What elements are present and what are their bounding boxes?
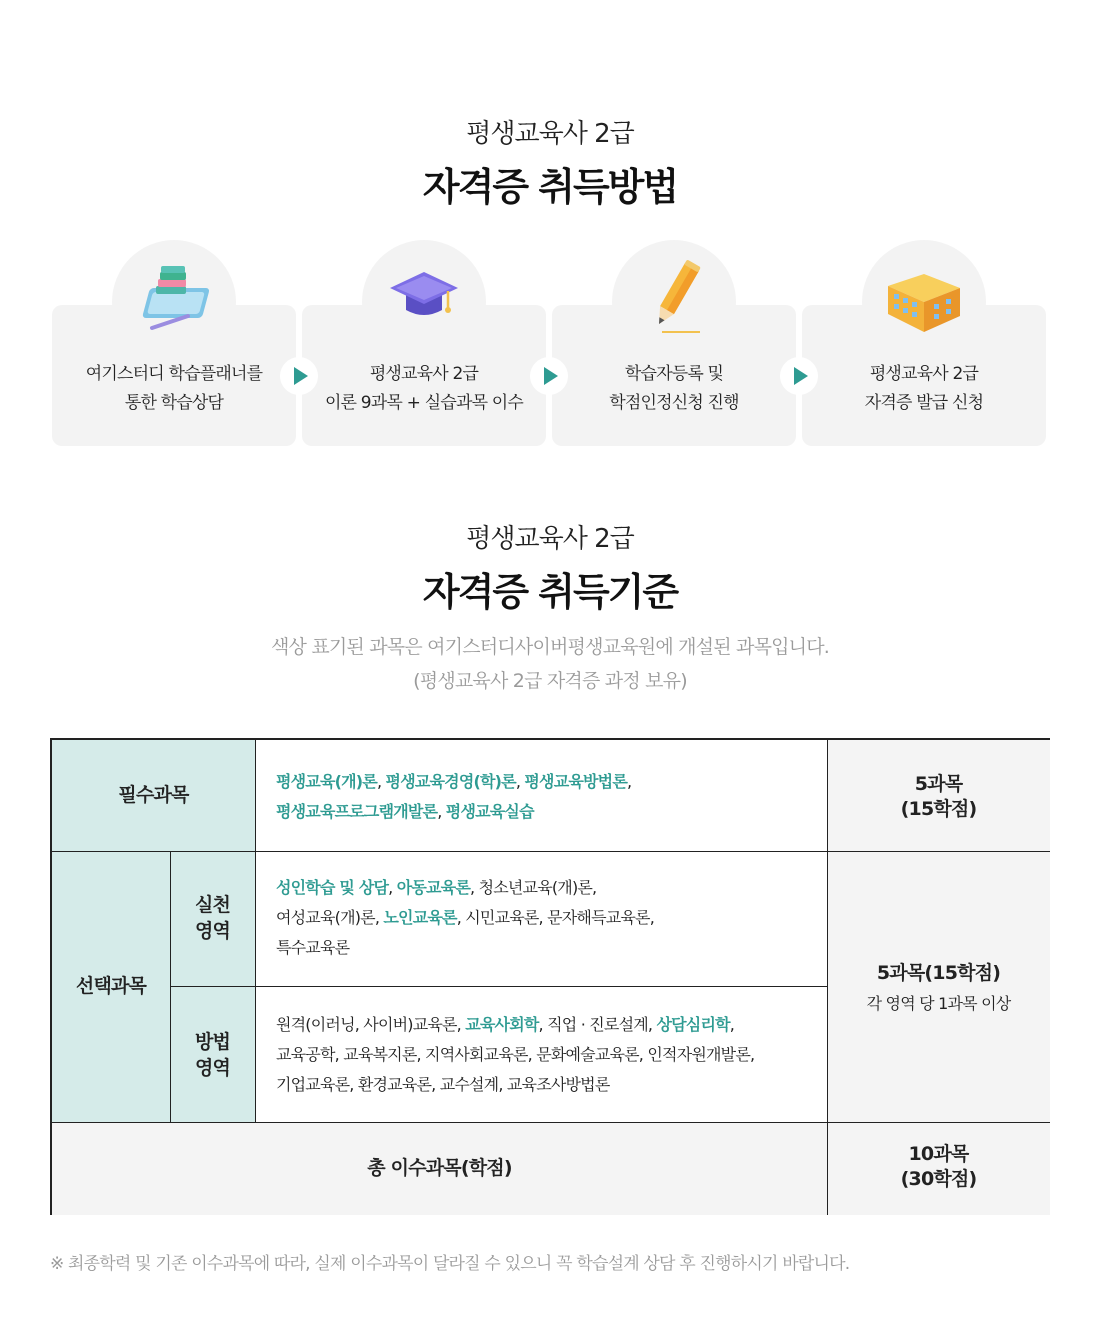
method-subjects [276, 1010, 821, 1100]
subject-highlighted: 노인교육론 [383, 908, 457, 927]
step-4 [802, 240, 1046, 448]
method-line-2 [276, 1040, 821, 1070]
step-3-line1: 학습자등록 및 [624, 364, 724, 384]
required-count-subjects: 5과목 [914, 773, 963, 795]
graduation-cap-icon [384, 258, 464, 338]
subject-text: 교육공학, 교육복지론, 지역사회교육론, 문화예술교육론, 인적자원개발론, [276, 1045, 755, 1064]
step-4-line2: 자격증 발급 신청 [864, 393, 984, 413]
subject-text: , [729, 1015, 735, 1034]
step-3-line2: 학점인정신청 진행 [609, 393, 739, 413]
step-3 [552, 240, 796, 448]
subject-text: , 직업 · 진로설계, [538, 1015, 657, 1034]
step-arrow-1 [280, 357, 318, 395]
method-line-3 [276, 1070, 821, 1100]
required-line-1 [276, 767, 816, 797]
method-label-2: 영역 [194, 1057, 231, 1079]
subject-text: 여성교육(개)론, [276, 908, 384, 927]
criteria-subtitle: 평생교육사 2급 [466, 524, 634, 554]
subject-highlighted: 평생교육프로그램개발론 [276, 802, 438, 821]
subject-highlighted: 교육사회학 [465, 1015, 539, 1034]
total-label: 총 이수과목(학점) [367, 1157, 512, 1179]
practice-subjects [276, 873, 816, 963]
subject-highlighted: 아동교육론 [396, 878, 470, 897]
step-1-line1: 여기스터디 학습플래너를 [85, 364, 263, 384]
books-tablet-icon [134, 258, 214, 338]
subject-highlighted: 평생교육방법론 [524, 772, 627, 791]
subject-text: , [627, 772, 632, 791]
criteria-desc-line2: (평생교육사 2급 자격증 과정 보유) [413, 670, 687, 692]
criteria-table [50, 738, 1050, 1215]
subject-text: , [388, 878, 397, 897]
criteria-description [0, 630, 1100, 698]
method-title: 자격증 취득방법 [422, 165, 678, 209]
practice-label-1: 실천 [194, 894, 231, 916]
footnote: ※ 최종학력 및 기존 이수과목에 따라, 실제 이수과목이 달라질 수 있으니 꼭 학습설계 상담 후 진행하시기 바랍니다. [50, 1254, 850, 1274]
step-1-line2: 통한 학습상담 [124, 393, 224, 413]
method-subtitle: 평생교육사 2급 [466, 119, 634, 149]
step-1-text [52, 360, 296, 418]
practice-line-1 [276, 873, 816, 903]
elective-count [827, 958, 1050, 1014]
elective-count-note: 각 영역 당 1과목 이상 [866, 994, 1011, 1013]
step-4-line1: 평생교육사 2급 [869, 364, 979, 384]
criteria-desc-line1: 색상 표기된 과목은 여기스터디사이버평생교육원에 개설된 과목입니다. [270, 636, 830, 658]
required-line-2 [276, 797, 816, 827]
subject-text: , [437, 802, 446, 821]
subject-highlighted: 평생교육(개)론 [276, 772, 377, 791]
practice-area-label [170, 892, 255, 944]
step-2-line2: 이론 9과목 + 실습과목 이수 [324, 393, 524, 413]
play-arrow-icon [530, 357, 568, 395]
step-arrow-3 [780, 357, 818, 395]
step-1 [52, 240, 296, 448]
play-arrow-icon [780, 357, 818, 395]
subject-highlighted: 평생교육경영(학)론 [385, 772, 516, 791]
criteria-heading [0, 518, 1100, 616]
method-heading [0, 113, 1100, 211]
required-count [827, 772, 1050, 822]
subject-highlighted: 평생교육실습 [445, 802, 534, 821]
step-2 [302, 240, 546, 448]
subject-text: , 시민교육론, 문자해득교육론, [456, 908, 654, 927]
required-subjects [276, 767, 816, 827]
method-label-1: 방법 [194, 1031, 231, 1053]
step-3-text [552, 360, 796, 418]
practice-line-2 [276, 903, 816, 933]
steps-row [52, 240, 1048, 448]
step-arrow-2 [530, 357, 568, 395]
step-4-text [802, 360, 1046, 418]
method-line-1 [276, 1010, 821, 1040]
method-area-label [170, 1029, 255, 1081]
subject-text: , [515, 772, 525, 791]
total-count-subjects: 10과목 [908, 1143, 969, 1165]
subject-text: , [376, 772, 386, 791]
subject-text: 특수교육론 [276, 938, 350, 957]
subject-text: , 청소년교육(개)론, [470, 878, 597, 897]
pencil-icon [634, 258, 714, 338]
step-2-text [302, 360, 546, 418]
practice-label-2: 영역 [194, 920, 231, 942]
step-2-line1: 평생교육사 2급 [369, 364, 479, 384]
subject-text: 기업교육론, 환경교육론, 교수설계, 교육조사방법론 [276, 1075, 610, 1094]
play-arrow-icon [280, 357, 318, 395]
elective-count-main: 5과목(15학점) [876, 962, 1001, 984]
elective-label: 선택과목 [75, 975, 147, 997]
required-label: 필수과목 [118, 784, 189, 806]
practice-line-3 [276, 933, 816, 963]
subject-highlighted: 성인학습 및 상담 [276, 878, 389, 897]
school-building-icon [884, 258, 964, 338]
criteria-title: 자격증 취득기준 [422, 570, 678, 614]
total-count [827, 1142, 1050, 1192]
subject-text: 원격(이러닝, 사이버)교육론, [276, 1015, 466, 1034]
required-count-credits: (15학점) [900, 798, 977, 820]
total-count-credits: (30학점) [900, 1168, 977, 1190]
subject-highlighted: 상담심리학 [656, 1015, 730, 1034]
